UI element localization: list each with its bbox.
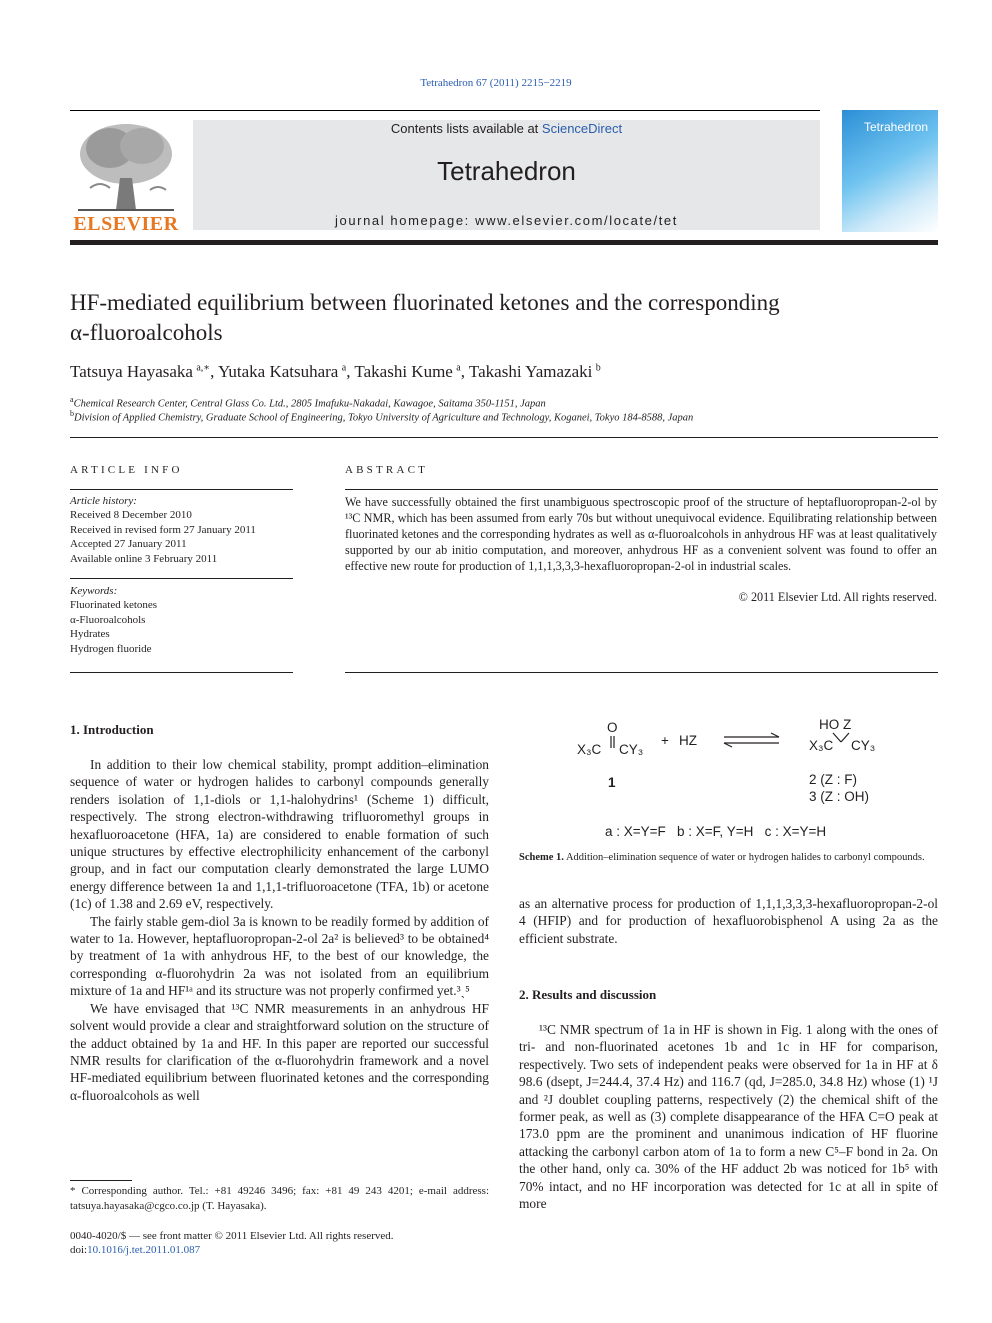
doi-prefix: doi: xyxy=(70,1244,88,1256)
history-item: Accepted 27 January 2011 xyxy=(70,538,187,551)
author-sep: , xyxy=(346,362,355,381)
author-name[interactable]: Tatsuya Hayasaka xyxy=(70,362,193,381)
author-name[interactable]: Takashi Yamazaki xyxy=(468,362,593,381)
ketone-right-group: CY₃ xyxy=(619,742,644,757)
keywords xyxy=(70,584,293,656)
product-right-group: CY₃ xyxy=(851,738,876,753)
paragraph: ¹³C NMR spectrum of 1a in HF is shown in Fig. 1 along with the ones of tri- and non-fluorinated acetones 1b and 1c in HF for comparison, respectively. Two sets of independent peaks were observed for 1a in HF at δ 98.6 (dsept, J=244.4, 37.4 Hz) and 116.7 (qd, J=285.0, 34.8 Hz) whose (1) ¹J and ²J doublet coupling patterns, respectively (2) the chemical shift of the former peak, as well as (3) complete disappearance of the HFA C=O peak at 173.0 ppm are the prominent and unanimous indication of HF fluorine attacking the carbonyl carbon atom of 1a to form a new C⁵–F bond in 2a. On the other hand, only ca. 30% of the HF adduct 2b was noticed for 1b⁵ with 70% intact, and no HF incorporation was detected for 1c at all in spite of more xyxy=(519,1022,938,1212)
journal-citation[interactable]: Tetrahedron 67 (2011) 2215−2219 xyxy=(420,77,572,89)
journal-homepage[interactable]: journal homepage: www.elsevier.com/locate/tet xyxy=(335,213,678,228)
article-info-heading: ARTICLE INFO xyxy=(70,464,183,476)
author-sep: , xyxy=(210,362,218,381)
elsevier-logo xyxy=(70,118,182,236)
scheme-caption-label: Scheme 1. xyxy=(519,852,564,863)
intro-body xyxy=(70,756,489,1104)
author-affil-mark: a,∗ xyxy=(196,362,211,374)
footnote-rule xyxy=(70,1180,132,1181)
author-name[interactable]: Takashi Kume xyxy=(354,362,453,381)
product-left-group: X₃C xyxy=(809,738,834,753)
info-rule xyxy=(70,578,293,579)
sciencedirect-link[interactable]: ScienceDirect xyxy=(541,121,623,136)
keywords-label: Keywords: xyxy=(70,585,118,597)
ketone-left-group: X₃C xyxy=(577,742,602,757)
article-title xyxy=(70,288,930,348)
tree-icon xyxy=(70,118,182,214)
publisher-wordmark: ELSEVIER xyxy=(73,213,179,235)
affil-mark: b xyxy=(70,409,74,418)
scheme-variants: a : X=Y=F b : X=F, Y=H c : X=Y=H xyxy=(605,824,827,839)
intro-heading: 1. Introduction xyxy=(70,722,154,737)
abstract-rule xyxy=(345,672,938,673)
article-history xyxy=(70,494,293,566)
author-sep: , xyxy=(460,362,469,381)
affil-mark: a xyxy=(70,395,74,404)
product-top-groups: HO Z xyxy=(819,717,852,732)
paragraph: In addition to their low chemical stability, prompt addition–elimination sequence of water or hydrogen halides to carbonyl compounds generally renders isolation of 1,1-diols or 1,1-halohydrins¹ (Scheme 1) difficult, respectively. The strong electron-withdrawing trifluoromethyl groups in hexafluoroacetone (HFA, 1a) are considered to enable formation of such unique structures by effective electrophilicity enhancement of the carbonyl group, and in fact our computation clearly demonstrated the large LUMO energy difference between 1a and 1,1,1-trifluoroacetone (TFA, 1b) or acetone (1c) of 1.38 and 2.69 eV, respectively. xyxy=(70,757,489,912)
paragraph: The fairly stable gem-diol 3a is known to be readily formed by addition of water to 1a. However, heptafluoropropan-2-ol 2a² is believed³ to be obtained⁴ by treatment of 1a with anhydrous HF, to the best of our knowledge, the corresponding α-fluorohydrin 2a was not isolated from an equilibrium mixture of 1a and HF¹ᵃ and its structure was not properly confirmed yet.³ˎ⁵ xyxy=(70,913,489,999)
title-line-2: α-fluoroalcohols xyxy=(70,320,223,345)
paragraph: We have envisaged that ¹³C NMR measurements in an anhydrous HF solvent would provide a clear and straightforward solution on the structure of the adduct obtained by 1a and HF. In this paper are reported our successful NMR results for clarification of the α-fluorohydrin framework and a novel HF-mediated equilibrium between fluorinated ketones and the corresponding α-fluoroalcohols as well xyxy=(70,1000,489,1103)
journal-name: Tetrahedron xyxy=(437,156,576,186)
scheme-reagent: HZ xyxy=(679,733,697,748)
author-list xyxy=(70,362,930,382)
results-body xyxy=(519,1021,938,1212)
title-line-1: HF-mediated equilibrium between fluorinated ketones and the corresponding xyxy=(70,290,780,315)
keyword: α-Fluoroalcohols xyxy=(70,613,146,626)
cover-title: Tetrahedron xyxy=(864,120,929,134)
abstract-text: We have successfully obtained the first unambiguous spectroscopic proof of the structure of heptafluoropropan-2-ol by ¹³C NMR, which has been assumed from early 70s but without unequivocal evidence. Equilibrating relationship between fluorinated ketones and the corresponding hydrates as well as α-fluoroalcohols in anhydrous HF was at least qualitatively supported by our ab initio computation, and moreover, anhydrous HF as a convenient solvent was found to offer an effective new route for production of 1,1,1,3,3,3-hexafluoropropan-2-ol in industrial scales. xyxy=(345,495,937,573)
scheme-oxygen: O xyxy=(607,720,618,735)
affil-text: Chemical Research Center, Central Glass Co. Ltd., 2805 Imafuku-Nakadai, Kawagoe, Saitama 350-1151, Japan xyxy=(73,398,546,410)
keyword: Fluorinated ketones xyxy=(70,599,158,612)
scheme-caption xyxy=(519,851,938,865)
info-rule xyxy=(70,672,293,673)
history-label: Article history: xyxy=(70,495,137,507)
doi-line xyxy=(70,1243,489,1258)
info-rule xyxy=(70,489,293,490)
author-affil-mark: a xyxy=(341,362,347,374)
compound-label-3: 3 (Z : OH) xyxy=(809,789,869,804)
abstract-copyright: © 2011 Elsevier Ltd. All rights reserved. xyxy=(738,590,937,604)
abstract-heading: ABSTRACT xyxy=(345,464,429,476)
abstract-rule xyxy=(345,489,938,490)
affiliation-a xyxy=(70,395,930,410)
doi-link[interactable]: 10.1016/j.tet.2011.01.087 xyxy=(87,1244,201,1256)
author-affil-mark: a xyxy=(456,362,461,374)
history-item: Received in revised form 27 January 2011 xyxy=(70,523,256,536)
history-item: Available online 3 February 2011 xyxy=(70,552,218,565)
issn-line: 0040-4020/$ — see front matter © 2011 Elsevier Ltd. All rights reserved. xyxy=(70,1230,394,1242)
scheme-1-figure xyxy=(519,712,938,847)
journal-cover-image xyxy=(842,110,938,232)
contents-line xyxy=(193,121,820,136)
header-top-rule xyxy=(70,110,820,111)
product-bond xyxy=(833,733,841,742)
contents-prefix: Contents lists available at xyxy=(390,121,542,136)
scheme-caption-text: Addition–elimination sequence of water or hydrogen halides to carbonyl compounds. xyxy=(563,852,925,863)
header-thick-rule xyxy=(70,240,938,245)
product-bond xyxy=(841,733,849,742)
title-rule xyxy=(70,437,938,438)
author-name[interactable]: Yutaka Katsuhara xyxy=(217,362,339,381)
right-continuation xyxy=(519,895,938,947)
author-affil-mark: b xyxy=(595,362,601,374)
paragraph: as an alternative process for production of 1,1,1,3,3,3-hexafluoropropan-2-ol 4 (HFIP) and for production of hexafluorobisphenol A using 2a as the efficient substrate. xyxy=(519,896,938,946)
corresponding-author-note: * Corresponding author. Tel.: +81 49246 3496; fax: +81 49 243 4201; e-mail address: tatsuya.hayasaka@cgco.co.jp (T. Hayasaka). xyxy=(70,1185,489,1212)
affil-text: Division of Applied Chemistry, Graduate School of Engineering, Tokyo University of Agriculture and Technology, Koganei, Tokyo 184-8588, Japan xyxy=(74,412,694,424)
compound-label-2: 2 (Z : F) xyxy=(809,772,857,787)
affiliation-b xyxy=(70,409,930,424)
compound-label-1: 1 xyxy=(608,775,616,790)
scheme-plus: + xyxy=(661,733,669,748)
keyword: Hydrogen fluoride xyxy=(70,642,152,655)
results-heading: 2. Results and discussion xyxy=(519,987,657,1002)
history-item: Received 8 December 2010 xyxy=(70,509,192,522)
keyword: Hydrates xyxy=(70,628,110,641)
